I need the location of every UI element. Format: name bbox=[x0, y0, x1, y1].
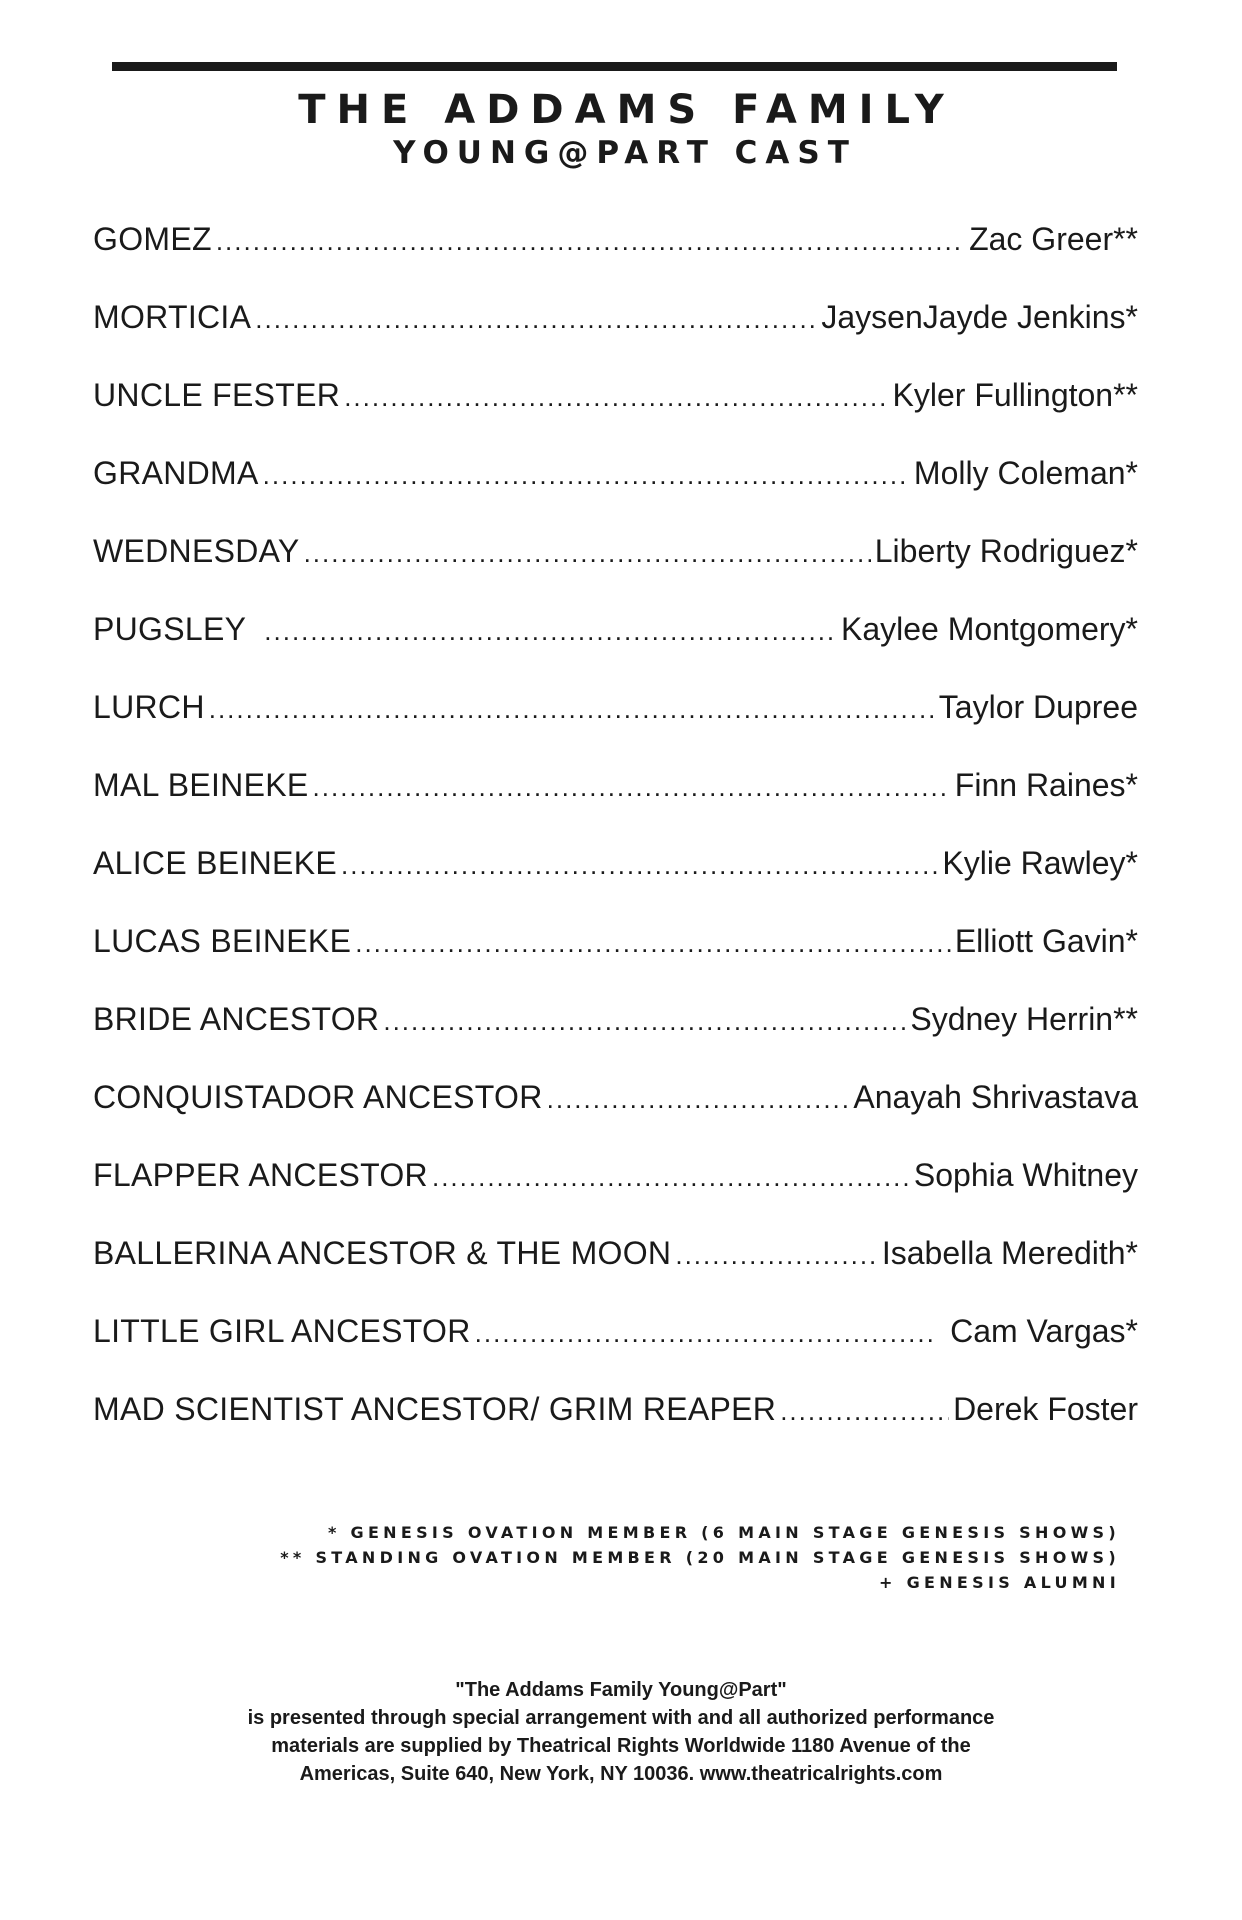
cast-row-lucas-beineke bbox=[93, 914, 1138, 992]
credits-line: Americas, Suite 640, New York, NY 10036. www.theatricalrights.com bbox=[299, 1763, 943, 1785]
cast-row-grandma bbox=[93, 446, 1138, 524]
page-subtitle: YOUNG@PART CAST bbox=[393, 135, 857, 171]
legend-genesis-ovation: * GENESIS OVATION MEMBER (6 MAIN STAGE GENESIS SHOWS) bbox=[327, 1523, 1120, 1542]
cast-row-mad-scientist-ancestor bbox=[93, 1382, 1138, 1460]
cast-row-conquistador-ancestor bbox=[93, 1070, 1138, 1148]
dot-leader bbox=[780, 1384, 949, 1438]
cast-list bbox=[93, 212, 1138, 1460]
actor-name: Anayah Shrivastava bbox=[853, 1079, 1138, 1115]
actor-name: Cam Vargas* bbox=[950, 1313, 1138, 1349]
dot-leader bbox=[475, 1306, 934, 1360]
credits-line: "The Addams Family Young@Part" bbox=[455, 1679, 787, 1701]
role-name: LITTLE GIRL ANCESTOR bbox=[93, 1313, 471, 1349]
role-name: MORTICIA bbox=[93, 299, 252, 335]
dot-leader bbox=[264, 604, 837, 658]
role-name: CONQUISTADOR ANCESTOR bbox=[93, 1079, 543, 1115]
dot-leader bbox=[304, 526, 871, 580]
dot-leader bbox=[344, 370, 888, 424]
role-name: GRANDMA bbox=[93, 455, 259, 491]
legend-standing-ovation: ** STANDING OVATION MEMBER (20 MAIN STAGE GENESIS SHOWS) bbox=[280, 1548, 1120, 1567]
dot-leader bbox=[209, 682, 935, 736]
role-name: BRIDE ANCESTOR bbox=[93, 1001, 380, 1037]
dot-leader bbox=[341, 838, 938, 892]
dot-leader bbox=[263, 448, 910, 502]
actor-name: Finn Raines* bbox=[954, 767, 1138, 803]
dot-leader bbox=[675, 1228, 878, 1282]
role-name: GOMEZ bbox=[93, 221, 212, 257]
cast-row-ballerina-ancestor bbox=[93, 1226, 1138, 1304]
role-name: WEDNESDAY bbox=[93, 533, 300, 569]
actor-name: Isabella Meredith* bbox=[881, 1235, 1138, 1271]
dot-leader bbox=[432, 1150, 910, 1204]
role-name: BALLERINA ANCESTOR & THE MOON bbox=[93, 1235, 672, 1271]
dot-leader bbox=[383, 994, 906, 1048]
dot-leader bbox=[255, 292, 817, 346]
legend-genesis-alumni: + GENESIS ALUMNI bbox=[879, 1573, 1120, 1592]
cast-row-wednesday bbox=[93, 524, 1138, 602]
role-name: MAD SCIENTIST ANCESTOR/ GRIM REAPER bbox=[93, 1391, 777, 1427]
actor-name: JaysenJayde Jenkins* bbox=[821, 299, 1138, 335]
cast-row-lurch bbox=[93, 680, 1138, 758]
page-title: THE ADDAMS FAMILY bbox=[298, 87, 955, 133]
actor-name: Kyler Fullington** bbox=[892, 377, 1138, 413]
actor-name: Taylor Dupree bbox=[938, 689, 1138, 725]
cast-row-pugsley bbox=[93, 602, 1138, 680]
actor-name: Molly Coleman* bbox=[913, 455, 1138, 491]
cast-row-uncle-fester bbox=[93, 368, 1138, 446]
actor-name: Liberty Rodriguez* bbox=[874, 533, 1138, 569]
role-name: PUGSLEY bbox=[93, 611, 247, 647]
cast-row-flapper-ancestor bbox=[93, 1148, 1138, 1226]
actor-name: Kylie Rawley* bbox=[942, 845, 1138, 881]
credits-line: materials are supplied by Theatrical Rights Worldwide 1180 Avenue of the bbox=[271, 1735, 971, 1757]
top-rule bbox=[112, 62, 1117, 71]
dot-leader bbox=[313, 760, 951, 814]
cast-row-alice-beineke bbox=[93, 836, 1138, 914]
dot-leader bbox=[355, 916, 951, 970]
role-name: LURCH bbox=[93, 689, 205, 725]
cast-row-bride-ancestor bbox=[93, 992, 1138, 1070]
actor-name: Elliott Gavin* bbox=[954, 923, 1138, 959]
cast-row-little-girl-ancestor bbox=[93, 1304, 1138, 1382]
role-name: FLAPPER ANCESTOR bbox=[93, 1157, 428, 1193]
role-name: UNCLE FESTER bbox=[93, 377, 341, 413]
cast-row-mal-beineke bbox=[93, 758, 1138, 836]
actor-name: Kaylee Montgomery* bbox=[840, 611, 1138, 647]
credits-line: is presented through special arrangement with and all authorized performance bbox=[247, 1707, 995, 1729]
actor-name: Sydney Herrin** bbox=[910, 1001, 1138, 1037]
membership-legend bbox=[280, 1520, 1120, 1595]
rights-credits bbox=[0, 1676, 1242, 1788]
dot-leader bbox=[547, 1072, 850, 1126]
cast-row-morticia bbox=[93, 290, 1138, 368]
role-name: MAL BEINEKE bbox=[93, 767, 309, 803]
actor-name: Zac Greer** bbox=[969, 221, 1138, 257]
actor-name: Derek Foster bbox=[953, 1391, 1138, 1427]
dot-leader bbox=[216, 214, 965, 268]
role-name: LUCAS BEINEKE bbox=[93, 923, 352, 959]
role-name: ALICE BEINEKE bbox=[93, 845, 337, 881]
actor-name: Sophia Whitney bbox=[913, 1157, 1138, 1193]
cast-row-gomez bbox=[93, 212, 1138, 290]
